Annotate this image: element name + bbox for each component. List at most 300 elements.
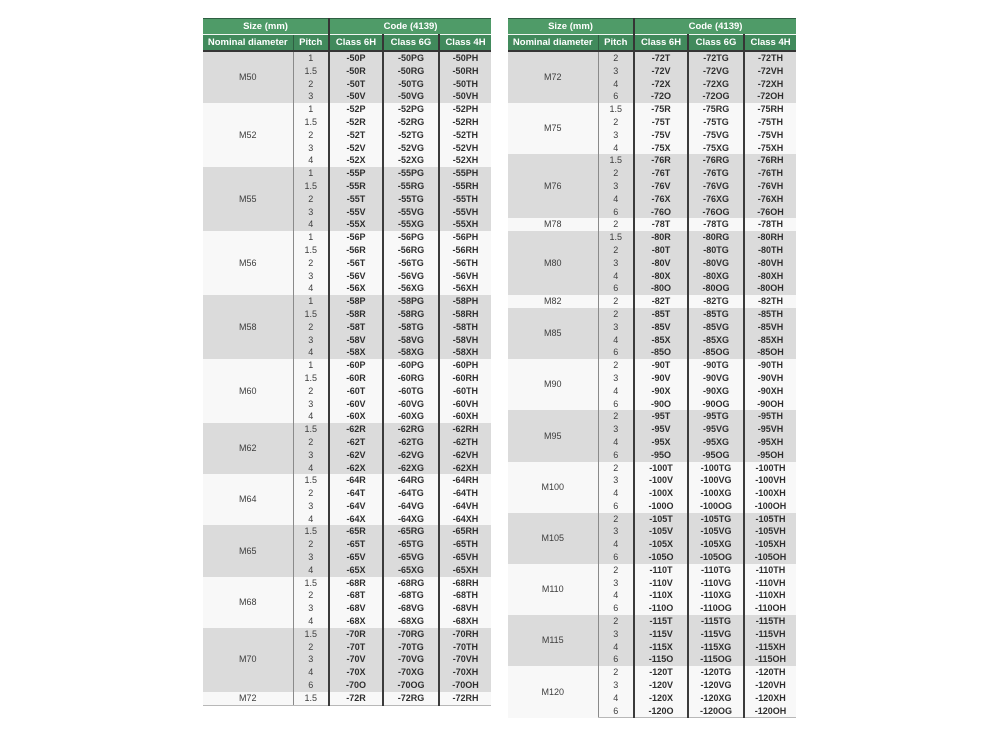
code-cell-6h: -80R	[634, 231, 688, 244]
code-cell-6g: -82TG	[688, 295, 744, 308]
pitch-cell: 2	[598, 564, 634, 577]
code-cell-4h: -76VH	[744, 180, 796, 193]
pitch-cell: 1.5	[293, 180, 329, 193]
code-cell-6h: -100X	[634, 487, 688, 500]
code-cell-6g: -90OG	[688, 398, 744, 411]
pitch-cell: 1.5	[293, 308, 329, 321]
pitch-cell: 4	[598, 641, 634, 654]
pitch-cell: 3	[293, 551, 329, 564]
pitch-cell: 3	[293, 449, 329, 462]
pitch-cell: 2	[293, 641, 329, 654]
code-cell-4h: -105XH	[744, 538, 796, 551]
thread-code-table-right	[508, 18, 796, 718]
code-cell-6h: -56R	[329, 244, 383, 257]
header-pitch: Pitch	[598, 35, 634, 52]
code-cell-6h: -90O	[634, 398, 688, 411]
code-cell-4h: -58RH	[439, 308, 491, 321]
code-cell-6h: -52T	[329, 129, 383, 142]
code-cell-6g: -70TG	[383, 641, 439, 654]
code-cell-4h: -70RH	[439, 628, 491, 641]
code-cell-6g: -80VG	[688, 257, 744, 270]
pitch-cell: 2	[598, 462, 634, 475]
code-cell-6g: -58PG	[383, 295, 439, 308]
code-cell-6g: -76VG	[688, 180, 744, 193]
pitch-cell: 2	[598, 218, 634, 231]
code-cell-4h: -90VH	[744, 372, 796, 385]
code-cell-6g: -120XG	[688, 692, 744, 705]
table-row	[508, 231, 796, 244]
code-cell-4h: -55PH	[439, 167, 491, 180]
code-cell-4h: -95XH	[744, 436, 796, 449]
code-cell-6g: -76RG	[688, 154, 744, 167]
code-cell-6h: -76O	[634, 206, 688, 219]
code-cell-6h: -65X	[329, 564, 383, 577]
nominal-diameter-cell: M52	[203, 103, 293, 167]
pitch-cell: 4	[293, 462, 329, 475]
header-column-row	[508, 35, 796, 52]
code-cell-6h: -75X	[634, 142, 688, 155]
code-cell-6g: -80XG	[688, 270, 744, 283]
code-cell-6h: -95O	[634, 449, 688, 462]
pitch-cell: 1	[293, 359, 329, 372]
pitch-cell: 3	[598, 423, 634, 436]
code-cell-6g: -68TG	[383, 589, 439, 602]
pitch-cell: 2	[598, 308, 634, 321]
code-cell-4h: -58XH	[439, 346, 491, 359]
code-cell-6h: -56T	[329, 257, 383, 270]
nominal-diameter-cell: M75	[508, 103, 598, 154]
code-cell-6h: -85O	[634, 346, 688, 359]
pitch-cell: 6	[598, 602, 634, 615]
code-cell-6g: -85VG	[688, 321, 744, 334]
code-cell-4h: -115TH	[744, 615, 796, 628]
code-cell-6h: -50R	[329, 65, 383, 78]
header-pitch: Pitch	[293, 35, 329, 52]
code-cell-4h: -115OH	[744, 653, 796, 666]
code-cell-6g: -60VG	[383, 398, 439, 411]
tables-container	[203, 18, 796, 718]
code-cell-6g: -90VG	[688, 372, 744, 385]
code-cell-4h: -110VH	[744, 577, 796, 590]
pitch-cell: 2	[598, 410, 634, 423]
pitch-cell: 2	[598, 167, 634, 180]
pitch-cell: 1.5	[598, 154, 634, 167]
nominal-diameter-cell: M115	[508, 615, 598, 666]
pitch-cell: 6	[598, 346, 634, 359]
code-cell-6g: -64VG	[383, 500, 439, 513]
code-cell-4h: -120TH	[744, 666, 796, 679]
pitch-cell: 1.5	[293, 525, 329, 538]
code-cell-4h: -62VH	[439, 449, 491, 462]
code-cell-6h: -120O	[634, 705, 688, 718]
code-cell-6h: -65T	[329, 538, 383, 551]
code-cell-6h: -60V	[329, 398, 383, 411]
code-cell-4h: -75RH	[744, 103, 796, 116]
table-row	[203, 577, 491, 590]
header-size-mm: Size (mm)	[203, 19, 329, 35]
pitch-cell: 1	[293, 231, 329, 244]
code-cell-6g: -105XG	[688, 538, 744, 551]
code-cell-4h: -70XH	[439, 666, 491, 679]
pitch-cell: 2	[293, 436, 329, 449]
code-cell-6g: -58TG	[383, 321, 439, 334]
code-cell-6g: -50PG	[383, 51, 439, 65]
code-cell-6g: -60XG	[383, 410, 439, 423]
code-cell-6g: -62VG	[383, 449, 439, 462]
pitch-cell: 2	[598, 666, 634, 679]
code-cell-4h: -52RH	[439, 116, 491, 129]
code-cell-6g: -90TG	[688, 359, 744, 372]
pitch-cell: 6	[598, 90, 634, 103]
code-cell-4h: -55VH	[439, 206, 491, 219]
nominal-diameter-cell: M64	[203, 474, 293, 525]
code-cell-6g: -52RG	[383, 116, 439, 129]
code-cell-4h: -58PH	[439, 295, 491, 308]
code-cell-4h: -56VH	[439, 270, 491, 283]
code-cell-6h: -110V	[634, 577, 688, 590]
code-cell-4h: -70OH	[439, 679, 491, 692]
code-cell-6h: -85X	[634, 334, 688, 347]
code-cell-4h: -50VH	[439, 90, 491, 103]
pitch-cell: 2	[293, 385, 329, 398]
pitch-cell: 1.5	[293, 372, 329, 385]
header-class-6g: Class 6G	[688, 35, 744, 52]
code-cell-6h: -95V	[634, 423, 688, 436]
nominal-diameter-cell: M80	[508, 231, 598, 295]
code-cell-6g: -56XG	[383, 282, 439, 295]
code-cell-6h: -72V	[634, 65, 688, 78]
code-cell-6g: -85OG	[688, 346, 744, 359]
table-row	[203, 628, 491, 641]
code-cell-6g: -75XG	[688, 142, 744, 155]
nominal-diameter-cell: M55	[203, 167, 293, 231]
code-cell-4h: -60VH	[439, 398, 491, 411]
code-cell-6h: -62X	[329, 462, 383, 475]
code-cell-4h: -56TH	[439, 257, 491, 270]
code-cell-6g: -78TG	[688, 218, 744, 231]
code-cell-4h: -90XH	[744, 385, 796, 398]
code-cell-6g: -50TG	[383, 78, 439, 91]
code-cell-4h: -70TH	[439, 641, 491, 654]
code-cell-6g: -100OG	[688, 500, 744, 513]
nominal-diameter-cell: M65	[203, 525, 293, 576]
code-cell-6g: -76TG	[688, 167, 744, 180]
pitch-cell: 4	[598, 385, 634, 398]
pitch-cell: 4	[598, 78, 634, 91]
pitch-cell: 3	[598, 679, 634, 692]
pitch-cell: 3	[293, 602, 329, 615]
pitch-cell: 2	[598, 244, 634, 257]
code-cell-6g: -58XG	[383, 346, 439, 359]
code-cell-4h: -120VH	[744, 679, 796, 692]
code-cell-4h: -55RH	[439, 180, 491, 193]
code-cell-6g: -85TG	[688, 308, 744, 321]
table-row	[203, 474, 491, 487]
header-size-mm: Size (mm)	[508, 19, 634, 35]
pitch-cell: 4	[293, 564, 329, 577]
code-cell-6g: -52TG	[383, 129, 439, 142]
code-cell-6g: -110XG	[688, 589, 744, 602]
code-cell-6h: -105O	[634, 551, 688, 564]
code-cell-6g: -75RG	[688, 103, 744, 116]
table-row	[508, 103, 796, 116]
table-row	[203, 103, 491, 116]
header-class-6g: Class 6G	[383, 35, 439, 52]
code-cell-6h: -70X	[329, 666, 383, 679]
code-cell-4h: -52PH	[439, 103, 491, 116]
code-cell-6h: -60T	[329, 385, 383, 398]
code-cell-4h: -68XH	[439, 615, 491, 628]
code-cell-6h: -50T	[329, 78, 383, 91]
code-cell-6h: -90X	[634, 385, 688, 398]
code-cell-4h: -85VH	[744, 321, 796, 334]
code-cell-4h: -78TH	[744, 218, 796, 231]
table-body	[508, 51, 796, 718]
pitch-cell: 4	[293, 218, 329, 231]
code-cell-6h: -55R	[329, 180, 383, 193]
code-cell-6g: -70OG	[383, 679, 439, 692]
pitch-cell: 6	[598, 551, 634, 564]
code-cell-6h: -100T	[634, 462, 688, 475]
code-cell-4h: -65VH	[439, 551, 491, 564]
pitch-cell: 3	[293, 334, 329, 347]
pitch-cell: 4	[293, 410, 329, 423]
pitch-cell: 4	[598, 270, 634, 283]
table-header	[203, 19, 491, 52]
header-code-4139: Code (4139)	[329, 19, 491, 35]
pitch-cell: 2	[293, 538, 329, 551]
code-cell-4h: -100OH	[744, 500, 796, 513]
code-cell-4h: -110XH	[744, 589, 796, 602]
nominal-diameter-cell: M56	[203, 231, 293, 295]
pitch-cell: 4	[598, 589, 634, 602]
pitch-cell: 2	[598, 295, 634, 308]
code-cell-6h: -85V	[634, 321, 688, 334]
code-cell-6h: -68T	[329, 589, 383, 602]
code-cell-6g: -90XG	[688, 385, 744, 398]
code-cell-6h: -72R	[329, 692, 383, 705]
header-class-6h: Class 6H	[329, 35, 383, 52]
code-cell-6h: -62V	[329, 449, 383, 462]
code-cell-4h: -75XH	[744, 142, 796, 155]
code-cell-6h: -120X	[634, 692, 688, 705]
code-cell-4h: -110OH	[744, 602, 796, 615]
code-cell-4h: -55TH	[439, 193, 491, 206]
code-cell-6h: -64V	[329, 500, 383, 513]
code-cell-6h: -52P	[329, 103, 383, 116]
code-cell-6h: -70R	[329, 628, 383, 641]
code-cell-6g: -52PG	[383, 103, 439, 116]
code-cell-4h: -120OH	[744, 705, 796, 718]
code-cell-6g: -120OG	[688, 705, 744, 718]
pitch-cell: 6	[598, 282, 634, 295]
pitch-cell: 2	[293, 257, 329, 270]
nominal-diameter-cell: M62	[203, 423, 293, 474]
code-cell-6g: -110TG	[688, 564, 744, 577]
nominal-diameter-cell: M90	[508, 359, 598, 410]
code-cell-6g: -64TG	[383, 487, 439, 500]
code-cell-6g: -62RG	[383, 423, 439, 436]
pitch-cell: 4	[598, 142, 634, 155]
pitch-cell: 1	[293, 295, 329, 308]
code-cell-6g: -70XG	[383, 666, 439, 679]
code-cell-6g: -56PG	[383, 231, 439, 244]
nominal-diameter-cell: M72	[508, 51, 598, 103]
header-group-row	[508, 19, 796, 35]
code-cell-6g: -65VG	[383, 551, 439, 564]
pitch-cell: 6	[598, 705, 634, 718]
code-cell-6h: -58V	[329, 334, 383, 347]
code-cell-6g: -80TG	[688, 244, 744, 257]
pitch-cell: 3	[598, 474, 634, 487]
pitch-cell: 4	[598, 193, 634, 206]
header-nominal-diameter: Nominal diameter	[508, 35, 598, 52]
code-cell-4h: -72OH	[744, 90, 796, 103]
code-cell-6g: -75TG	[688, 116, 744, 129]
pitch-cell: 2	[598, 51, 634, 65]
code-cell-6h: -56V	[329, 270, 383, 283]
code-cell-6g: -52XG	[383, 154, 439, 167]
nominal-diameter-cell: M76	[508, 154, 598, 218]
code-cell-6g: -72RG	[383, 692, 439, 705]
code-cell-6g: -62TG	[383, 436, 439, 449]
code-cell-6h: -52R	[329, 116, 383, 129]
code-cell-6g: -60TG	[383, 385, 439, 398]
code-cell-6h: -70T	[329, 641, 383, 654]
code-cell-4h: -76OH	[744, 206, 796, 219]
code-cell-4h: -50RH	[439, 65, 491, 78]
code-cell-4h: -80VH	[744, 257, 796, 270]
code-cell-6g: -76XG	[688, 193, 744, 206]
code-cell-4h: -60TH	[439, 385, 491, 398]
nominal-diameter-cell: M70	[203, 628, 293, 692]
pitch-cell: 2	[598, 513, 634, 526]
code-cell-6g: -80OG	[688, 282, 744, 295]
code-cell-4h: -80OH	[744, 282, 796, 295]
pitch-cell: 3	[293, 142, 329, 155]
code-cell-6h: -105X	[634, 538, 688, 551]
code-cell-6g: -50RG	[383, 65, 439, 78]
code-cell-6h: -65R	[329, 525, 383, 538]
pitch-cell: 4	[598, 487, 634, 500]
code-cell-6h: -115V	[634, 628, 688, 641]
code-cell-4h: -120XH	[744, 692, 796, 705]
code-cell-4h: -95VH	[744, 423, 796, 436]
code-cell-4h: -64XH	[439, 513, 491, 526]
code-cell-4h: -52TH	[439, 129, 491, 142]
pitch-cell: 2	[598, 116, 634, 129]
code-cell-6g: -95TG	[688, 410, 744, 423]
code-cell-6g: -72OG	[688, 90, 744, 103]
pitch-cell: 1.5	[293, 577, 329, 590]
code-cell-6g: -68XG	[383, 615, 439, 628]
pitch-cell: 3	[598, 372, 634, 385]
pitch-cell: 3	[598, 525, 634, 538]
code-cell-6g: -60RG	[383, 372, 439, 385]
nominal-diameter-cell: M78	[508, 218, 598, 231]
code-cell-6g: -62XG	[383, 462, 439, 475]
code-cell-6g: -56TG	[383, 257, 439, 270]
code-cell-6h: -95T	[634, 410, 688, 423]
nominal-diameter-cell: M68	[203, 577, 293, 628]
code-cell-6h: -52X	[329, 154, 383, 167]
pitch-cell: 3	[598, 65, 634, 78]
nominal-diameter-cell: M58	[203, 295, 293, 359]
table-row	[508, 359, 796, 372]
code-cell-6g: -68VG	[383, 602, 439, 615]
code-cell-6h: -110T	[634, 564, 688, 577]
code-cell-6h: -55V	[329, 206, 383, 219]
header-nominal-diameter: Nominal diameter	[203, 35, 293, 52]
table-row	[203, 167, 491, 180]
table-row	[508, 462, 796, 475]
code-cell-4h: -72VH	[744, 65, 796, 78]
code-cell-6g: -72VG	[688, 65, 744, 78]
code-cell-6h: -60P	[329, 359, 383, 372]
pitch-cell: 4	[598, 692, 634, 705]
header-group-row	[203, 19, 491, 35]
code-cell-4h: -68RH	[439, 577, 491, 590]
code-cell-6g: -95OG	[688, 449, 744, 462]
code-cell-6g: -110VG	[688, 577, 744, 590]
code-cell-4h: -56PH	[439, 231, 491, 244]
code-cell-6g: -65TG	[383, 538, 439, 551]
code-cell-6g: -56RG	[383, 244, 439, 257]
code-cell-6h: -75T	[634, 116, 688, 129]
pitch-cell: 3	[598, 180, 634, 193]
pitch-cell: 2	[598, 615, 634, 628]
code-cell-6h: -76T	[634, 167, 688, 180]
pitch-cell: 2	[293, 321, 329, 334]
code-cell-4h: -62XH	[439, 462, 491, 475]
code-cell-6g: -58RG	[383, 308, 439, 321]
code-cell-6g: -55XG	[383, 218, 439, 231]
code-cell-6g: -100XG	[688, 487, 744, 500]
code-cell-4h: -80TH	[744, 244, 796, 257]
nominal-diameter-cell: M110	[508, 564, 598, 615]
pitch-cell: 3	[598, 628, 634, 641]
pitch-cell: 4	[293, 282, 329, 295]
code-cell-4h: -60RH	[439, 372, 491, 385]
code-cell-6g: -72TG	[688, 51, 744, 65]
pitch-cell: 3	[293, 270, 329, 283]
pitch-cell: 1.5	[293, 692, 329, 705]
code-cell-6h: -72O	[634, 90, 688, 103]
pitch-cell: 1.5	[293, 116, 329, 129]
code-cell-6h: -80T	[634, 244, 688, 257]
code-cell-6g: -70RG	[383, 628, 439, 641]
code-cell-6g: -50VG	[383, 90, 439, 103]
pitch-cell: 1.5	[598, 103, 634, 116]
header-code-4139: Code (4139)	[634, 19, 796, 35]
code-cell-6h: -105V	[634, 525, 688, 538]
code-cell-6h: -60R	[329, 372, 383, 385]
code-cell-6h: -100V	[634, 474, 688, 487]
code-cell-4h: -95TH	[744, 410, 796, 423]
code-cell-6g: -65XG	[383, 564, 439, 577]
code-cell-6g: -70VG	[383, 653, 439, 666]
code-cell-6h: -115O	[634, 653, 688, 666]
code-cell-4h: -76RH	[744, 154, 796, 167]
code-cell-6h: -64X	[329, 513, 383, 526]
code-cell-6h: -76R	[634, 154, 688, 167]
code-cell-6h: -68X	[329, 615, 383, 628]
code-cell-6g: -105VG	[688, 525, 744, 538]
code-cell-6h: -72T	[634, 51, 688, 65]
code-cell-6g: -80RG	[688, 231, 744, 244]
code-cell-6h: -82T	[634, 295, 688, 308]
code-cell-6g: -72XG	[688, 78, 744, 91]
